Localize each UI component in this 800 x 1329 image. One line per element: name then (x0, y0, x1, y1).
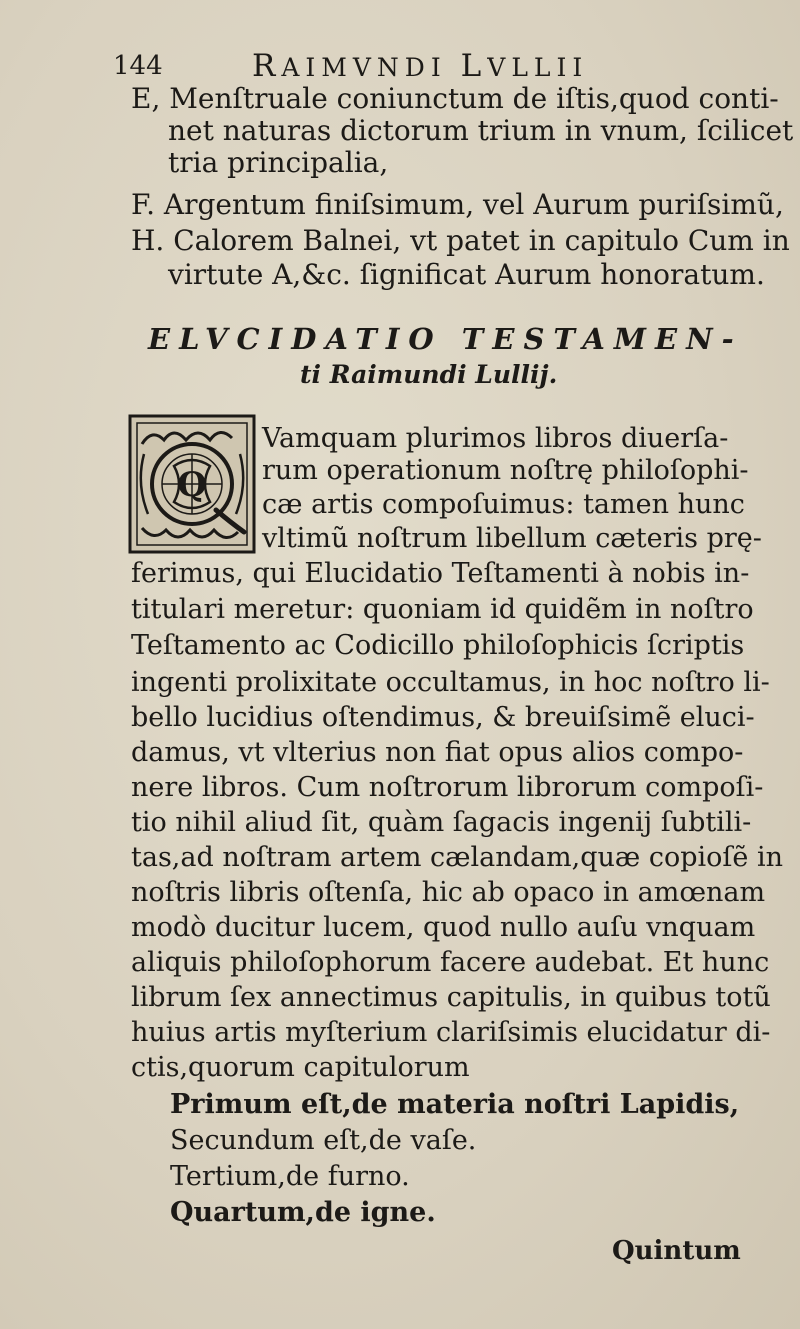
svg-text:Q: Q (177, 465, 207, 505)
catchword: Quintum (612, 1236, 741, 1266)
list-line: H. Calorem Balnei, vt patet in capitulo Cum in (131, 224, 790, 257)
body-line: huius artis myſterium clariſsimis elucidatur di- (131, 1017, 771, 1048)
section-heading: ELVCIDATIO TESTAMEN- (148, 322, 743, 356)
chapter-line: Secundum eſt,de vaſe. (170, 1125, 477, 1156)
list-line: tria principalia, (168, 146, 389, 179)
body-line: librum ſex annectimus capitulis, in quibus totũ (131, 982, 771, 1013)
body-line: cæ artis compoſuimus: tamen hunc (262, 489, 745, 520)
body-line: rum operationum noſtrę philoſophi- (262, 455, 749, 486)
body-line: vltimũ noſtrum libellum cæteris prę- (262, 523, 762, 554)
body-line: noſtris libris oſtenſa, hic ab opaco in amœnam (131, 877, 766, 908)
chapter-line: Primum eſt,de materia noſtri Lapidis, (170, 1089, 740, 1120)
list-line: virtute A,&c. ſignificat Aurum honoratum. (168, 258, 765, 291)
body-line: titulari meretur: quoniam id quidẽm in noſtro (131, 594, 754, 625)
body-line: damus, vt vlterius non fiat opus alios compo- (131, 737, 744, 768)
running-title: RAIMVNDI LVLLII (252, 48, 589, 84)
body-line: nere libros. Cum noſtrorum librorum compoſi- (131, 772, 764, 803)
list-line: E, Menſtruale coniunctum de iſtis,quod conti- (131, 82, 779, 115)
chapter-line: Quartum,de igne. (170, 1197, 436, 1228)
body-line: ctis,quorum capitulorum (131, 1052, 470, 1083)
section-subheading: ti Raimundi Lullij. (300, 360, 558, 389)
body-line: aliquis philoſophorum facere audebat. Et hunc (131, 947, 770, 978)
decorated-initial (128, 414, 256, 554)
body-line: bello lucidius oſtendimus, & breuiſsimẽ eluci- (131, 702, 755, 733)
list-line: net naturas dictorum trium in vnum, ſcilicet (168, 114, 794, 147)
chapter-line: Tertium,de furno. (170, 1161, 410, 1192)
body-line: ingenti prolixitate occultamus, in hoc noſtro li- (131, 667, 770, 698)
decorated-initial-icon (128, 414, 256, 554)
body-line: modò ducitur lucem, quod nullo auſu vnquam (131, 912, 756, 943)
body-line: tio nihil aliud ſit, quàm ſagacis ingenij ſubtili- (131, 807, 752, 838)
body-line: tas,ad noſtram artem cælandam,quæ copioſẽ in (131, 842, 783, 873)
body-line: Teſtamento ac Codicillo philoſophicis ſcriptis (131, 630, 745, 661)
list-line: F. Argentum finiſsimum, vel Aurum puriſsimũ, (131, 188, 784, 221)
body-line: ferimus, qui Elucidatio Teſtamenti à nobis in- (131, 558, 750, 589)
body-line: Vamquam plurimos libros diuerſa- (262, 423, 729, 454)
page-number: 144 (113, 51, 163, 81)
